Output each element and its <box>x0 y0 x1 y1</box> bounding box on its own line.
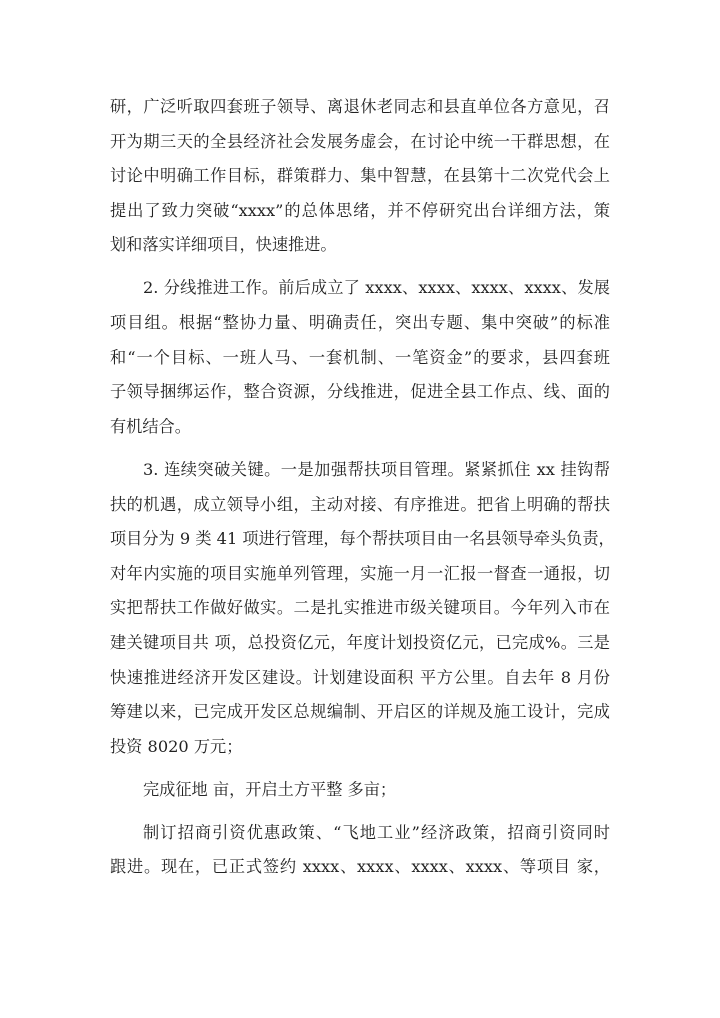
text-line: 项目组。根据“整协力量、明确责任，突出专题、集中突破”的标准 <box>110 313 610 333</box>
text-line: 筹建以来，已完成开发区总规编制、开启区的详规及施工设计，完成 <box>110 702 610 722</box>
text-line: 2. 分线推进工作。前后成立了 xxxx、xxxx、xxxx、xxxx、发展 <box>143 278 610 298</box>
text-line: 建关键项目共 项，总投资亿元，年度计划投资亿元，已完成%。三是 <box>110 632 610 652</box>
text-line: 和“一个目标、一班人马、一套机制、一笔资金”的要求，县四套班 <box>110 347 610 367</box>
text-line: 有机结合。 <box>110 416 191 436</box>
text-line: 子领导捆绑运作，整合资源，分线推进，促进全县工作点、线、面的 <box>110 382 610 402</box>
text-line: 划和落实详细项目，快速推进。 <box>110 235 337 255</box>
text-line: 讨论中明确工作目标，群策群力、集中智慧，在县第十二次党代会上 <box>110 166 610 186</box>
text-line: 实把帮扶工作做好做实。二是扎实推进市级关键项目。今年列入市在 <box>110 598 610 618</box>
document-body <box>110 90 615 885</box>
text-line: 提出了致力突破“xxxx”的总体思绪，并不停研究出台详细方法，策 <box>110 200 610 220</box>
text-line: 项目分为 9 类 41 项进行管理，每个帮扶项目由一名县领导牵头负责， <box>110 529 615 549</box>
text-line: 完成征地 亩，开启土方平整 多亩； <box>143 779 397 799</box>
text-line: 扶的机遇，成立领导小组，主动对接、有序推进。把省上明确的帮扶 <box>110 494 610 514</box>
text-line: 快速推进经济开发区建设。计划建设面积 平方公里。自去年 8 月份 <box>110 667 610 687</box>
text-line: 对年内实施的项目实施单列管理，实施一月一汇报一督查一通报，切 <box>110 563 610 583</box>
text-line: 开为期三天的全县经济社会发展务虚会，在讨论中统一干群思想，在 <box>110 131 610 151</box>
text-line: 3. 连续突破关键。一是加强帮扶项目管理。紧紧抓住 xx 挂钩帮 <box>143 459 610 479</box>
text-line: 制订招商引资优惠政策、“飞地工业”经济政策，招商引资同时 <box>143 822 610 842</box>
text-line: 投资 8020 万元； <box>110 736 243 756</box>
text-line: 跟进。现在，已正式签约 xxxx、xxxx、xxxx、xxxx、等项目 家， <box>110 857 610 877</box>
text-line: 研，广泛听取四套班子领导、离退休老同志和县直单位各方意见，召 <box>110 97 610 116</box>
